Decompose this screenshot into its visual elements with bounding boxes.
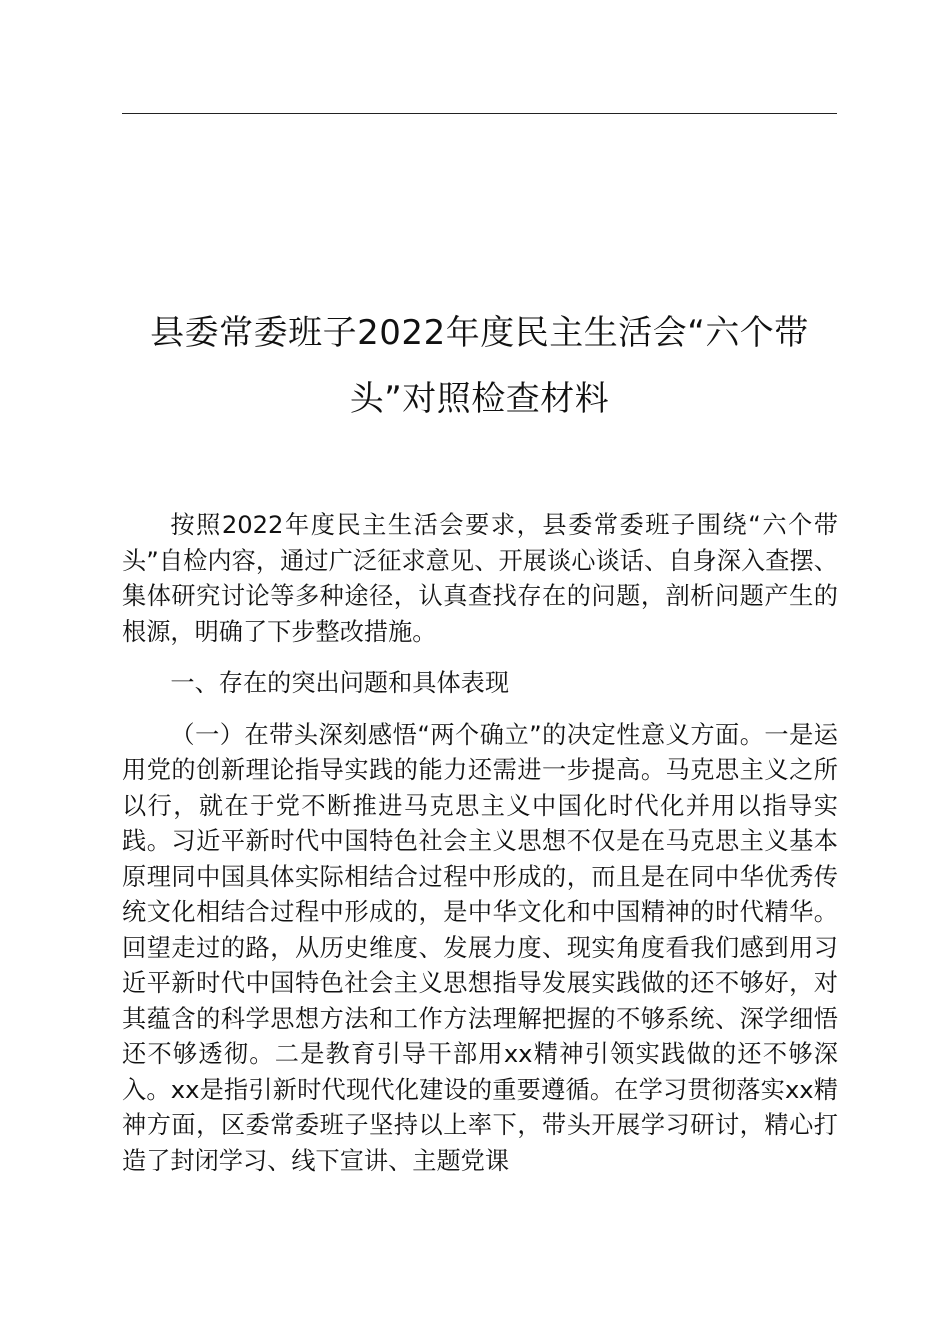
- document-body: [122, 508, 838, 1195]
- title-line-1: 县委常委班子2022年度民主生活会“六个带: [150, 313, 809, 353]
- title-line-2: 头”对照检查材料: [349, 379, 610, 419]
- intro-paragraph: 按照2022年度民主生活会要求，县委常委班子围绕“六个带头”自检内容，通过广泛征求意见、开展谈心谈话、自身深入查摆、集体研究讨论等多种途径，认真查找存在的问题，剖析问题产生的根源，明确了下步整改措施。: [122, 511, 838, 646]
- document-title: [122, 300, 837, 432]
- header-rule: [122, 113, 837, 114]
- body-paragraph: （一）在带头深刻感悟“两个确立”的决定性意义方面。一是运用党的创新理论指导实践的能力还需进一步提高。马克思主义之所以行，就在于党不断推进马克思主义中国化时代化并用以指导实践。习近平新时代中国特色社会主义思想不仅是在马克思主义基本原理同中国具体实际相结合过程中形成的，而且是在同中华优秀传统文化相结合过程中形成的，是中华文化和中国精神的时代精华。回望走过的路，从历史维度、发展力度、现实角度看我们感到用习近平新时代中国特色社会主义思想指导发展实践做的还不够好，对其蕴含的科学思想方法和工作方法理解把握的不够系统、深学细悟还不够透彻。二是教育引导干部用xx精神引领实践做的还不够深入。xx是指引新时代现代化建设的重要遵循。在学习贯彻落实xx精神方面，区委常委班子坚持以上率下，带头开展学习研讨，精心打造了封闭学习、线下宣讲、主题党课: [122, 720, 838, 1175]
- section-heading: 一、存在的突出问题和具体表现: [170, 669, 510, 697]
